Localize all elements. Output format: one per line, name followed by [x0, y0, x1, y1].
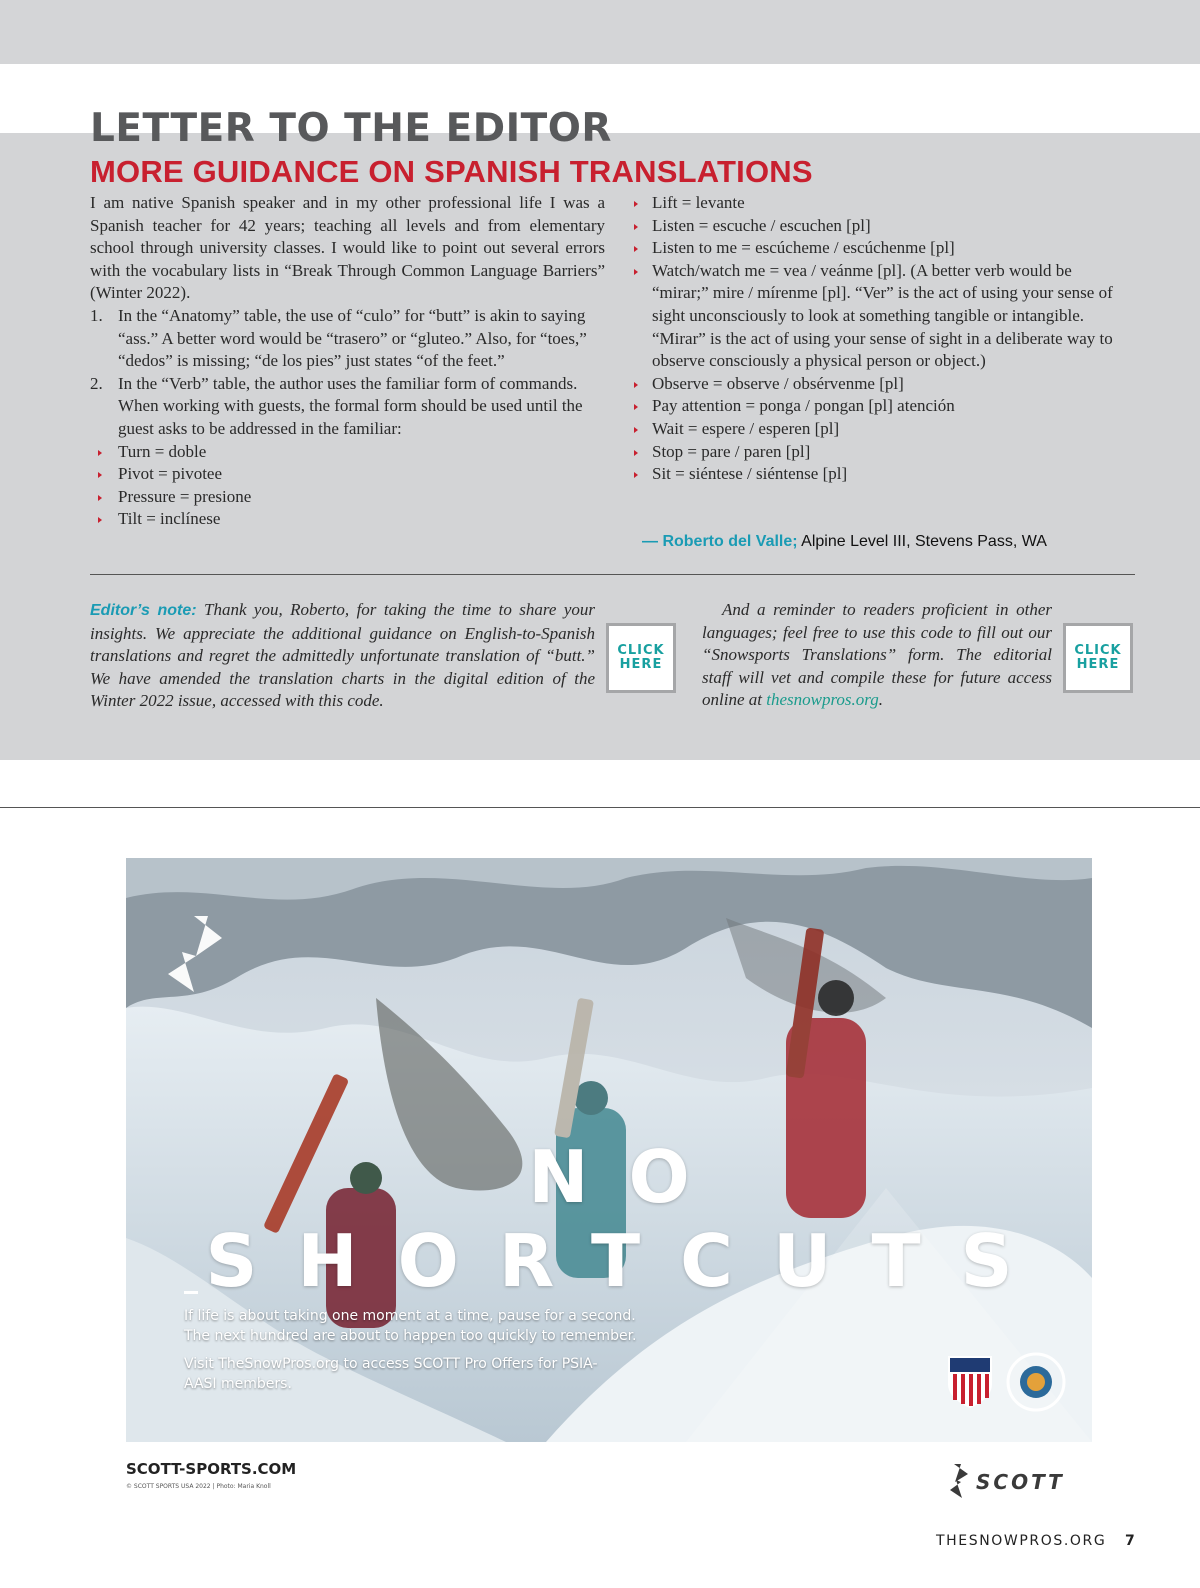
- click-here-form-button[interactable]: [1063, 623, 1133, 693]
- item-text: In the “Anatomy” table, the use of “culo” for “butt” is akin to saying “ass.” A better word would be “trasero” or “gluteo.” Also, for “toes,” “dedos” is missing; “de los pies” just states “of the feet.”: [118, 305, 587, 371]
- letter-right-column: [632, 192, 1132, 486]
- scott-logo-icon: [946, 1462, 1092, 1500]
- bullet-marker-icon: [90, 441, 118, 464]
- page-divider: [0, 807, 1200, 808]
- vocab-text: Observe = observe / obsérvenme [pl]: [652, 373, 904, 393]
- section-kicker: LETTER TO THE EDITOR: [90, 106, 612, 151]
- translations-reminder: [702, 599, 1052, 712]
- letter-intro: I am native Spanish speaker and in my other professional life I was a Spanish teacher for 42 years; teaching all levels and from elementary school through university classes. I would like to point out several errors with the vocabulary lists in “Break Through Common Language Barriers” (Winter 2022).: [90, 193, 605, 303]
- bullet-marker-icon: [90, 508, 118, 531]
- vocab-bullet: [632, 192, 1132, 215]
- bullet-marker-icon: [90, 463, 118, 486]
- vocab-bullet: [632, 373, 1132, 396]
- vocab-bullet: [90, 486, 605, 509]
- bullet-marker-icon: [632, 418, 652, 441]
- item-text: In the “Verb” table, the author uses the familiar form of commands. When working with guests, the formal form should be used until the guest asks to be addressed in the familiar:: [118, 373, 583, 438]
- vocab-bullet: [632, 395, 1132, 418]
- ad-tagline-line-1: If life is about taking one moment at a time, pause for a second.: [184, 1308, 636, 1324]
- numbered-item: [90, 305, 605, 373]
- article-headline: MORE GUIDANCE ON SPANISH TRANSLATIONS: [90, 154, 813, 189]
- ad-tagline: [184, 1306, 636, 1346]
- letter-left-column: [90, 192, 605, 531]
- numbered-item: [90, 373, 605, 441]
- page-number: 7: [1125, 1533, 1135, 1549]
- click-here-code-button[interactable]: [606, 623, 676, 693]
- item-number: 1.: [90, 305, 103, 325]
- vocab-text: Lift = levante: [652, 193, 745, 212]
- vocab-text: Pay attention = ponga / pongan [pl] atención: [652, 396, 955, 416]
- click-label: CLICK: [1074, 643, 1122, 658]
- vocab-text: Watch/watch me = vea / veánme [pl]. (A better verb would be “mirar;” mire / mírenme [pl]. “Ver” is the act of using your sense of sight unconsciously to look at something tangible or intangible. “Mirar” is the act of using your sense of sight in a deliberate way to observe consciously a physical person or object.): [652, 260, 1113, 371]
- bullet-marker-icon: [632, 260, 652, 373]
- bullet-marker-icon: [632, 441, 652, 464]
- ad-offer-text: Visit TheSnowPros.org to access SCOTT Pro Offers for PSIA-AASI members.: [184, 1356, 598, 1392]
- reminder-text: And a reminder to readers proficient in other languages; feel free to use this code to fill out our “Snowsports Translations” form. The editorial staff will vet and compile these for future access online at: [702, 600, 1052, 710]
- here-label: HERE: [619, 657, 663, 672]
- bullet-marker-icon: [632, 237, 652, 260]
- vocab-text: Wait = espere / esperen [pl]: [652, 418, 840, 438]
- vocab-text: Listen = escuche / escuchen [pl]: [652, 215, 871, 235]
- vocab-text: Sit = siéntese / siéntense [pl]: [652, 464, 848, 484]
- click-label: CLICK: [617, 643, 665, 658]
- signature-name: — Roberto del Valle;: [642, 533, 798, 550]
- scott-url[interactable]: SCOTT-SPORTS.COM: [126, 1460, 297, 1478]
- bullet-marker-icon: [632, 463, 652, 486]
- vocab-text: Pressure = presione: [118, 486, 252, 506]
- vocab-bullet: [632, 237, 1132, 260]
- ad-tagline-line-2: The next hundred are about to happen too quickly to remember.: [184, 1328, 637, 1344]
- item-number: 2.: [90, 373, 103, 393]
- vocab-bullet: [90, 508, 605, 531]
- top-band: [0, 0, 1200, 64]
- here-label: HERE: [1076, 657, 1120, 672]
- scott-advertisement[interactable]: [126, 858, 1092, 1442]
- photo-credit: © SCOTT SPORTS USA 2022 | Photo: Maria Knoll: [126, 1483, 271, 1490]
- signature-credentials: Alpine Level III, Stevens Pass, WA: [797, 533, 1047, 550]
- bullet-marker-icon: [632, 192, 652, 215]
- ad-headline: NO SHORTCUTS: [205, 1135, 1053, 1303]
- section-divider: [90, 574, 1135, 575]
- bullet-marker-icon: [632, 373, 652, 396]
- vocab-bullet: [90, 463, 605, 486]
- bullet-marker-icon: [632, 215, 652, 238]
- vocab-bullet: [632, 441, 1132, 464]
- vocab-text: Tilt = inclínese: [118, 509, 221, 529]
- ad-dash: [184, 1291, 198, 1294]
- editor-note: [90, 599, 595, 713]
- vocab-bullet: [632, 463, 1132, 486]
- reminder-end: .: [878, 690, 884, 710]
- vocab-text: Stop = pare / paren [pl]: [652, 441, 811, 461]
- bullet-marker-icon: [90, 486, 118, 509]
- editor-note-label: Editor’s note:: [90, 602, 197, 619]
- vocab-text: Pivot = pivotee: [118, 464, 223, 484]
- vocab-bullet: [90, 441, 605, 464]
- svg-text:SCOTT: SCOTT: [976, 1470, 1065, 1494]
- vocab-bullet: [632, 418, 1132, 441]
- thesnowpros-link[interactable]: thesnowpros.org: [766, 690, 879, 710]
- letter-signature: [642, 533, 1047, 551]
- vocab-bullet: [632, 215, 1132, 238]
- editor-note-text: Thank you, Roberto, for taking the time to share your insights. We appreciate the additional guidance on English-to-Spanish translations and regret the admittedly unfortunate translation of “butt.” We have amended the translation charts in the digital edition of the Winter 2022 issue, accessed with this code.: [90, 600, 595, 711]
- footer-site: THESNOWPROS.ORG: [936, 1533, 1107, 1549]
- vocab-bullet: [632, 260, 1132, 373]
- vocab-text: Turn = doble: [118, 441, 207, 461]
- bullet-marker-icon: [632, 395, 652, 418]
- vocab-text: Listen to me = escúcheme / escúchenme [pl]: [652, 238, 955, 258]
